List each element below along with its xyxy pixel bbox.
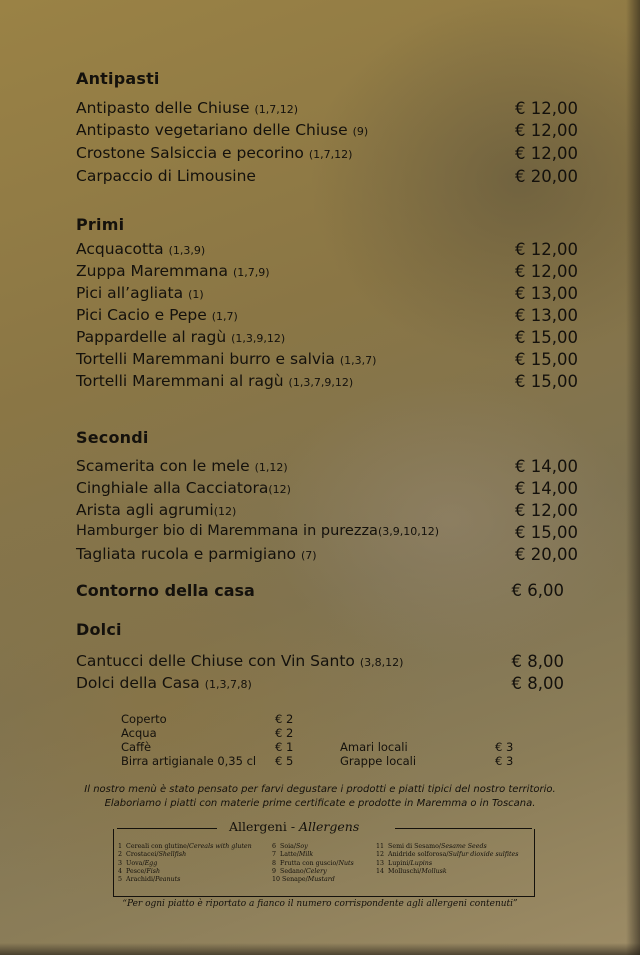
allergens-column bbox=[272, 843, 354, 884]
menu-item bbox=[76, 350, 580, 372]
item-price: € 12,00 bbox=[515, 262, 578, 281]
item-price: € 15,00 bbox=[515, 350, 578, 369]
extra-name: Caffè bbox=[121, 740, 152, 754]
item-price: € 20,00 bbox=[515, 545, 578, 564]
menu-item bbox=[76, 652, 580, 674]
item-allergens: (12) bbox=[213, 505, 237, 518]
item-allergens: (1) bbox=[188, 288, 204, 301]
allergen-entry: 2 Crostacei/Shellfish bbox=[118, 851, 187, 859]
item-allergens: (1,3,9) bbox=[168, 244, 206, 257]
extra-price: € 2 bbox=[275, 712, 294, 726]
allergens-footnote: “Per ogni piatto è riportato a fianco il numero corrispondente agli allergeni contenuti” bbox=[122, 899, 518, 909]
item-name: Arista agli agrumi bbox=[76, 501, 214, 519]
allergen-entry: 10 Senape/Mustard bbox=[272, 876, 335, 884]
item-price: € 13,00 bbox=[515, 306, 578, 325]
item-name: Antipasto vegetariano delle Chiuse bbox=[76, 121, 348, 139]
item-allergens: (1,7,12) bbox=[308, 148, 353, 161]
allergen-entry: 13 Lupini/Lupins bbox=[376, 859, 433, 867]
item-allergens: (1,7,12) bbox=[254, 103, 299, 116]
item-name: Tagliata rucola e parmigiano bbox=[76, 545, 297, 563]
allergen-entry: 9 Sedano/Celery bbox=[272, 867, 327, 875]
item-allergens: (1,3,9,12) bbox=[231, 332, 286, 345]
item-name: Carpaccio di Limousine bbox=[76, 167, 256, 185]
item-price: € 14,00 bbox=[515, 479, 578, 498]
section-title-secondi: Secondi bbox=[76, 428, 149, 447]
extra-price: € 1 bbox=[275, 740, 294, 754]
allergens-title: Allergeni - Allergens bbox=[229, 819, 360, 834]
allergen-entry: 3 Uova/Egg bbox=[118, 859, 158, 867]
allergen-entry: 12 Anidride solforosa/Sulfur dioxide sulfites bbox=[376, 851, 519, 859]
extra-name: Acqua bbox=[121, 726, 157, 740]
item-price: € 12,00 bbox=[515, 240, 578, 259]
item-allergens: (1,3,7) bbox=[339, 354, 377, 367]
menu-item bbox=[76, 523, 580, 545]
item-name: Dolci della Casa bbox=[76, 674, 200, 692]
menu-item bbox=[76, 457, 580, 479]
item-allergens: (3,9,10,12) bbox=[377, 525, 440, 538]
item-price: € 12,00 bbox=[515, 501, 578, 520]
menu-item bbox=[76, 240, 580, 262]
menu-note: Elaboriamo i piatti con materie prime certificate e prodotte in Maremma o in Toscana. bbox=[104, 798, 536, 809]
item-name: Cantucci delle Chiuse con Vin Santo bbox=[76, 652, 355, 670]
section-title-dolci: Dolci bbox=[76, 620, 122, 639]
item-price: € 15,00 bbox=[515, 328, 578, 347]
menu-item bbox=[76, 328, 580, 350]
allergens-column bbox=[376, 843, 518, 876]
item-allergens: (1,12) bbox=[254, 461, 288, 474]
item-price: € 12,00 bbox=[515, 99, 578, 118]
item-name: Cinghiale alla Cacciatora bbox=[76, 479, 269, 497]
item-price: € 8,00 bbox=[511, 652, 564, 671]
item-allergens: (7) bbox=[300, 549, 317, 562]
allergen-entry: 11 Semi di Sesamo/Sesame Seeds bbox=[376, 843, 487, 850]
item-price: € 6,00 bbox=[511, 581, 564, 600]
extra-price: € 5 bbox=[275, 754, 294, 768]
allergen-entry: 14 Molluschi/Mollusk bbox=[376, 867, 447, 875]
menu-item bbox=[76, 284, 580, 306]
extra-name: Amari locali bbox=[340, 740, 408, 754]
item-name: Zuppa Maremmana bbox=[76, 262, 229, 280]
item-name: Pici Cacio e Pepe bbox=[76, 306, 207, 324]
item-name: Acquacotta bbox=[76, 240, 164, 258]
menu-item bbox=[76, 372, 580, 394]
extra-name: Birra artigianale 0,35 cl bbox=[121, 754, 257, 768]
menu-item bbox=[76, 545, 580, 567]
extra-name: Grappe locali bbox=[340, 754, 417, 768]
extra-price: € 3 bbox=[495, 740, 514, 754]
extra-price: € 3 bbox=[495, 754, 514, 768]
item-name: Crostone Salsiccia e pecorino bbox=[76, 144, 304, 162]
item-price: € 20,00 bbox=[515, 167, 578, 186]
allergen-entry: 5 Arachidi/Peanuts bbox=[118, 876, 181, 884]
menu-item bbox=[76, 262, 580, 284]
item-price: € 13,00 bbox=[515, 284, 578, 303]
menu-item-contorno bbox=[76, 581, 580, 603]
menu-item bbox=[76, 306, 580, 328]
menu-note: Il nostro menù è stato pensato per farvi degustare i prodotti e piatti tipici del nostro territorio. bbox=[84, 784, 556, 795]
menu-item bbox=[76, 167, 580, 189]
paper-shadow-bottom bbox=[0, 943, 640, 955]
item-price: € 15,00 bbox=[515, 523, 578, 542]
item-price: € 8,00 bbox=[511, 674, 564, 693]
section-title-antipasti: Antipasti bbox=[76, 69, 160, 88]
allergen-entry: 1 Cereali con glutine/Cereals with gluten bbox=[118, 843, 252, 850]
item-allergens: (12) bbox=[268, 483, 291, 496]
item-name: Tortelli Maremmani al ragù bbox=[76, 372, 284, 390]
menu-item bbox=[76, 479, 580, 501]
allergen-entry: 4 Pesce/Fish bbox=[118, 867, 160, 875]
item-allergens: (3,8,12) bbox=[359, 656, 404, 669]
item-name: Antipasto delle Chiuse bbox=[76, 99, 250, 117]
item-name: Pici all’agliata bbox=[76, 284, 184, 302]
item-price: € 12,00 bbox=[515, 121, 578, 140]
item-allergens: (1,7,9) bbox=[232, 266, 270, 279]
item-price: € 12,00 bbox=[515, 144, 578, 163]
menu-item bbox=[76, 99, 580, 121]
allergens-column bbox=[118, 843, 252, 884]
item-name: Contorno della casa bbox=[76, 581, 255, 600]
paper-shadow-right bbox=[626, 0, 640, 955]
item-price: € 15,00 bbox=[515, 372, 578, 391]
item-price: € 14,00 bbox=[515, 457, 578, 476]
menu-item bbox=[76, 121, 580, 143]
item-name: Tortelli Maremmani burro e salvia bbox=[76, 350, 335, 368]
allergen-entry: 7 Latte/Milk bbox=[272, 851, 314, 859]
allergen-entry: 6 Soia/Soy bbox=[272, 843, 308, 850]
menu-item bbox=[76, 144, 580, 166]
item-name: Hamburger bio di Maremmana in purezza bbox=[76, 523, 378, 539]
item-name: Scamerita con le mele bbox=[76, 457, 250, 475]
section-title-primi: Primi bbox=[76, 215, 125, 234]
menu-item bbox=[76, 674, 580, 696]
allergen-entry: 8 Frutta con guscio/Nuts bbox=[272, 859, 354, 867]
item-allergens: (9) bbox=[352, 125, 369, 138]
item-allergens: (1,7) bbox=[211, 310, 238, 323]
item-allergens: (1,3,7,9,12) bbox=[288, 376, 354, 389]
extra-name: Coperto bbox=[121, 712, 167, 726]
item-name: Pappardelle al ragù bbox=[76, 328, 227, 346]
item-allergens: (1,3,7,8) bbox=[204, 678, 252, 691]
menu-item bbox=[76, 501, 580, 523]
extra-price: € 2 bbox=[275, 726, 294, 740]
